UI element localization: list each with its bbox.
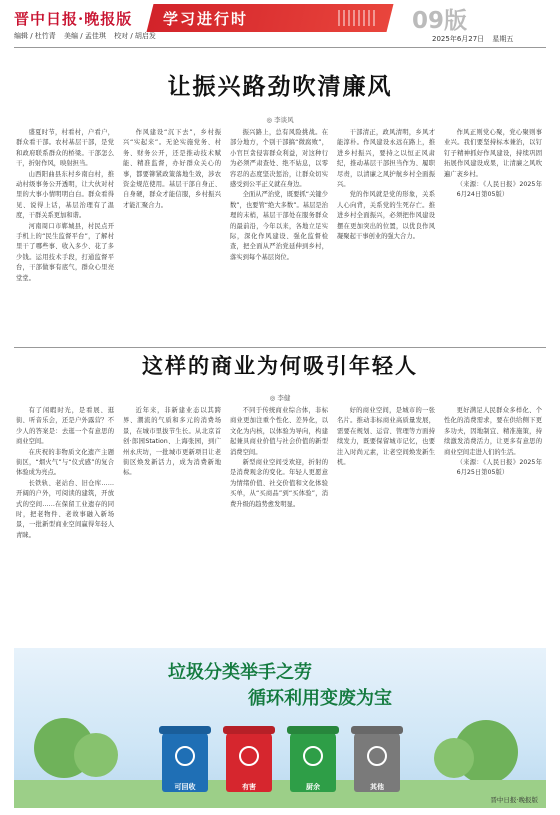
tree-icon: [434, 738, 474, 778]
food-waste-icon: [303, 746, 323, 766]
article2-column: [337, 406, 435, 638]
article1-paragraph: 干部清正，政风清明，乡风才能淳朴。作风建设永远在路上，推进乡村振兴，要持之以恒正风肃纪，推动基层干部担当作为、履职尽责，以清廉之风护航乡村全面振兴。: [337, 129, 435, 189]
article-divider: [14, 347, 546, 348]
article1-column: [337, 128, 435, 350]
weekday-text: 星期五: [492, 35, 514, 43]
designer-credit: 美编 / 孟佳琪: [64, 32, 106, 40]
bin-label: 可回收: [174, 783, 196, 791]
article1-column: [230, 128, 328, 350]
editor-credit: 编辑 / 杜竹青: [14, 32, 56, 40]
recycle-icon: [175, 746, 195, 766]
article1-body: [16, 128, 542, 350]
article1-title: 让振兴路劲吹清廉风: [167, 73, 393, 100]
article1-paragraph: 党的作风就是党的形象，关系人心向背，关系党的生死存亡。推进乡村全面振兴，必须把作风建设摆在更加突出的位置，以优良作风凝聚起干事创业的强大合力。: [337, 191, 435, 241]
article1-column: [123, 128, 221, 350]
article1-paragraph: 河南周口市郸城县，村民点开手机上的“民生监督平台”，了解村里干了哪些事、收入多少、花了多少钱。运用技术手段，打通监督平台，干部做事有底气，群众心里亮堂堂。: [16, 222, 114, 282]
other-waste-bin-icon: [354, 732, 400, 792]
poster-slogan-2: 循环利用变废为宝: [248, 688, 392, 709]
poster-slogan-1: 垃圾分类举手之劳: [168, 662, 312, 683]
masthead: [0, 0, 560, 48]
article2-title: 这样的商业为何吸引年轻人: [142, 353, 418, 378]
article1-paragraph: 振兴路上，总有风险挑战。在部分地方，个别干部搞“微腐败”，小官巨贪侵害群众利益，对这种行为必须严肃查处、绝不姑息，以零容忍的态度坚决惩治，让群众切实感受到公平正义就在身边。: [230, 129, 328, 189]
ground: [14, 780, 546, 808]
article2-paragraph: 不同于传统商业综合体，非标商业更加注重个性化、差异化，以文化为内核，以体验为导向，构建起兼具商业价值与社会价值的新型消费空间。: [230, 407, 328, 456]
banner-decoration: [338, 10, 378, 26]
article1-source: （来源：《人民日报》2025年6月24日第05版）: [456, 181, 542, 199]
hazardous-bin-icon: [226, 732, 272, 792]
recyclable-bin-icon: [162, 732, 208, 792]
newspaper-logo: 晋中日报·晚报版: [14, 10, 133, 28]
proofreader-credit: 校对 / 胡启发: [114, 32, 156, 40]
article2-byline: ◎ 李健: [269, 394, 291, 402]
article2-paragraph: 更好满足人民群众多样化、个性化的消费需求，要在供给侧下更多功夫，因地制宜、精准施策，持续激发消费活力，让更多有意思的商业空间走进人们的生活。: [444, 407, 542, 456]
article2-column: [230, 406, 328, 638]
date-text: 2025年6月27日: [432, 35, 485, 43]
tree-icon: [74, 733, 118, 777]
article1-paragraph: 山西阳曲县东村乡南白村，推动村级事务公开透明，让大伙对村里的大事小情明明白白。群众看得见、说得上话，基层治理有了温度，干群关系更加和谐。: [16, 170, 114, 220]
poster-credit: 晋中日报·晚报版: [490, 796, 538, 804]
editor-credits: [14, 31, 162, 41]
article2-column: [16, 406, 114, 638]
page-number: 09版: [412, 8, 468, 34]
article1-byline: ◎ 李谈风: [266, 116, 294, 124]
article2-paragraph: 有了闲暇时光，是看展、逛街、听音乐会，还是户外露营？不少人的答案是：去逛一个有意思的商业空间。: [16, 407, 114, 446]
article2-paragraph: 在庆祝的非物质文化遗产主题街区，“烟火气”与“仪式感”的复合体验成为亮点。: [16, 448, 114, 477]
article1-paragraph: 作风正则党心聚，党心聚则事业兴。我们要坚持标本兼治，以钉钉子精神抓好作风建设，持续巩固拓展作风建设成果，让清廉之风吹遍广袤乡村。: [444, 129, 542, 178]
bin-label: 有害: [242, 783, 256, 791]
article2-column: [444, 406, 542, 638]
article2-column: [123, 406, 221, 638]
article1-paragraph: 全面从严治党，既要抓“关键少数”，也要管“绝大多数”。基层是治理的末梢，基层干部处在服务群众的最前沿，今年以来，各地立足实际，深化作风建设、强化监督检查，把全面从严治党延伸到乡村，落实到每个基层岗位。: [230, 191, 328, 261]
article1-column: [16, 128, 114, 350]
bin-label: 厨余: [306, 783, 320, 791]
section-title: 学习进行时: [163, 10, 249, 28]
article2-paragraph: 好的商业空间，是城市的一张名片。推动非标商业高质量发展，需要在规划、运营、管理等方面持续发力，既要保留城市记忆，也要注入时尚元素，让老空间焕发新生机。: [337, 407, 435, 467]
hazard-icon: [239, 746, 259, 766]
article2-source: （来源：《人民日报》2025年6月25日第05版）: [456, 459, 542, 477]
article2-body: [16, 406, 542, 638]
article1-paragraph: 作风建设“沉下去”，乡村振兴“实起来”。无论实施党务、村务、财务公开，还是推动技术赋能、精准监督，办好群众关心的事，都要铆紧政策落地生效，涉农资金规范使用。基层干部自身正、自身硬，群众才能信服，乡村振兴才能汇聚合力。: [123, 129, 221, 209]
article2-paragraph: 新型商业空间受欢迎，折射的是消费观念的变化。年轻人更愿意为情绪价值、社交价值和文化体验买单，从“买商品”到“买体验”，消费升级的趋势愈发明显。: [230, 459, 328, 508]
article1-paragraph: 盛夏时节，村看村，户看户，群众看干部。农村基层干部，是党和政府联系群众的桥梁。干部怎么干，折射作风，映射担当。: [16, 129, 114, 168]
issue-date: [426, 34, 513, 44]
article1-column: [444, 128, 542, 350]
header-rule: [14, 47, 546, 48]
article2-paragraph: 长铁轨、老站台、旧仓库……开阔的户外，可阅读的建筑，开放式的空间……在保留工业遗存的同时，把老物件、老故事融入新场景，一批新型商业空间赢得年轻人青睐。: [16, 479, 114, 539]
kitchen-waste-bin-icon: [290, 732, 336, 792]
bin-label: 其他: [370, 783, 384, 791]
trash-icon: [367, 746, 387, 766]
article2-paragraph: 近年来，非新建业态以其跨界、潮流的气质和多元的消费场景，在城市里拔节生长。从北京首创·郎园Station、上海张园，到广州永庆坊，一批城市更新项目让老街区焕发新活力，成为消费新地标。: [123, 407, 221, 477]
garbage-sorting-poster: [14, 648, 546, 808]
